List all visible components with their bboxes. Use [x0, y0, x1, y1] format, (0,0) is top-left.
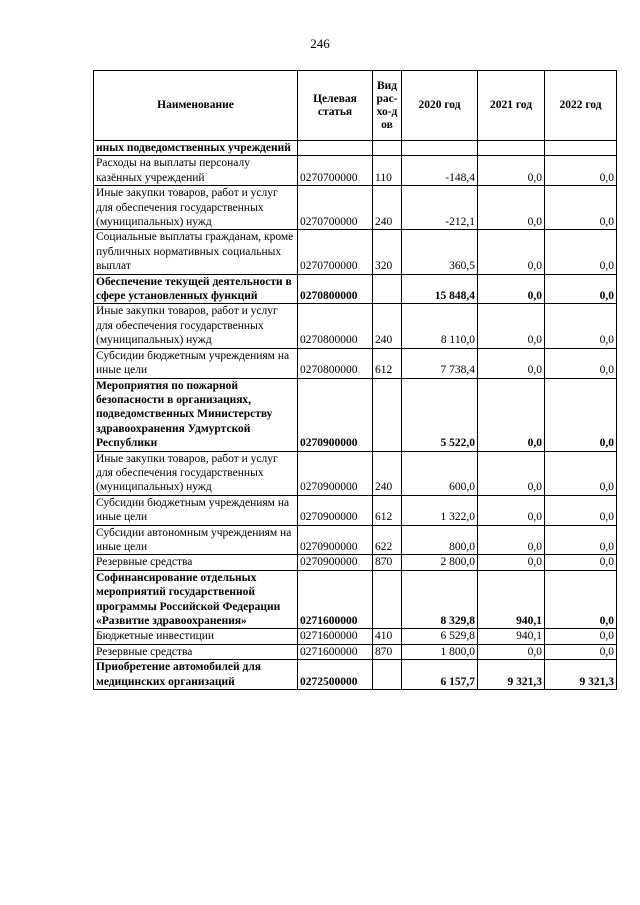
- table-row: [94, 525, 617, 555]
- row-expense-type: [373, 141, 402, 156]
- header-target-article: Целевая статья: [298, 71, 373, 141]
- row-name: Субсидии автономным учреждениям на иные цели: [94, 525, 298, 555]
- row-target-article: 0270800000: [298, 274, 373, 304]
- row-value-2022: 0,0: [545, 495, 617, 525]
- row-name: Приобретение автомобилей для медицинских организаций: [94, 660, 298, 690]
- row-name: Мероприятия по пожарной безопасности в организациях, подведомственных Министерству здравоохранения Удмуртской Республики: [94, 378, 298, 451]
- row-name: Иные закупки товаров, работ и услуг для обеспечения государственных (муниципальных) нужд: [94, 304, 298, 348]
- row-name: Резервные средства: [94, 644, 298, 659]
- row-value-2020: -212,1: [402, 186, 478, 230]
- row-expense-type: 612: [373, 348, 402, 378]
- row-expense-type: 870: [373, 555, 402, 570]
- row-value-2020: 6 529,8: [402, 629, 478, 644]
- row-target-article: 0272500000: [298, 660, 373, 690]
- row-value-2021: 0,0: [478, 304, 545, 348]
- row-value-2022: 0,0: [545, 348, 617, 378]
- row-value-2021: 0,0: [478, 348, 545, 378]
- row-value-2021: 0,0: [478, 230, 545, 274]
- row-value-2020: [402, 141, 478, 156]
- row-value-2020: 6 157,7: [402, 660, 478, 690]
- header-2022: 2022 год: [545, 71, 617, 141]
- row-value-2021: [478, 141, 545, 156]
- row-value-2022: 0,0: [545, 230, 617, 274]
- budget-table: [93, 70, 617, 690]
- table-row: [94, 451, 617, 495]
- row-value-2022: 0,0: [545, 570, 617, 629]
- table-row: [94, 555, 617, 570]
- row-value-2021: 0,0: [478, 378, 545, 451]
- row-value-2022: 9 321,3: [545, 660, 617, 690]
- row-name: Резервные средства: [94, 555, 298, 570]
- table-row: [94, 141, 617, 156]
- table-row: [94, 644, 617, 659]
- row-target-article: 0271600000: [298, 570, 373, 629]
- row-name: Иные закупки товаров, работ и услуг для обеспечения государственных (муниципальных) нужд: [94, 186, 298, 230]
- row-value-2022: 0,0: [545, 525, 617, 555]
- table-row: [94, 304, 617, 348]
- table-body: [94, 141, 617, 690]
- row-expense-type: [373, 660, 402, 690]
- row-expense-type: 240: [373, 451, 402, 495]
- row-target-article: 0270900000: [298, 378, 373, 451]
- row-name: Расходы на выплаты персоналу казённых учреждений: [94, 156, 298, 186]
- row-target-article: 0270900000: [298, 555, 373, 570]
- page-number: 246: [310, 36, 330, 51]
- table-row: [94, 156, 617, 186]
- row-value-2022: 0,0: [545, 555, 617, 570]
- row-value-2021: 940,1: [478, 570, 545, 629]
- row-value-2020: -148,4: [402, 156, 478, 186]
- table-row: [94, 186, 617, 230]
- row-target-article: 0271600000: [298, 629, 373, 644]
- row-value-2022: [545, 141, 617, 156]
- row-name: Субсидии бюджетным учреждениям на иные цели: [94, 348, 298, 378]
- table-row: [94, 570, 617, 629]
- row-value-2022: 0,0: [545, 156, 617, 186]
- row-target-article: 0270900000: [298, 495, 373, 525]
- row-value-2022: 0,0: [545, 378, 617, 451]
- table-row: [94, 629, 617, 644]
- table-row: [94, 378, 617, 451]
- row-value-2021: 9 321,3: [478, 660, 545, 690]
- row-value-2021: 0,0: [478, 495, 545, 525]
- table-row: [94, 274, 617, 304]
- row-value-2022: 0,0: [545, 274, 617, 304]
- row-expense-type: [373, 570, 402, 629]
- row-value-2021: 0,0: [478, 186, 545, 230]
- row-value-2021: 0,0: [478, 555, 545, 570]
- row-value-2020: 360,5: [402, 230, 478, 274]
- row-value-2020: 7 738,4: [402, 348, 478, 378]
- table-row: [94, 348, 617, 378]
- row-value-2022: 0,0: [545, 304, 617, 348]
- row-name: Обеспечение текущей деятельности в сфере установленных функций: [94, 274, 298, 304]
- row-value-2020: 15 848,4: [402, 274, 478, 304]
- row-value-2022: 0,0: [545, 629, 617, 644]
- header-2020: 2020 год: [402, 71, 478, 141]
- row-target-article: 0270700000: [298, 156, 373, 186]
- row-expense-type: 110: [373, 156, 402, 186]
- row-value-2020: 8 329,8: [402, 570, 478, 629]
- row-target-article: [298, 141, 373, 156]
- row-value-2022: 0,0: [545, 644, 617, 659]
- row-value-2020: 600,0: [402, 451, 478, 495]
- row-value-2021: 940,1: [478, 629, 545, 644]
- row-value-2021: 0,0: [478, 451, 545, 495]
- row-expense-type: 240: [373, 304, 402, 348]
- row-target-article: 0270900000: [298, 525, 373, 555]
- row-value-2020: 1 322,0: [402, 495, 478, 525]
- table-row: [94, 230, 617, 274]
- row-expense-type: 320: [373, 230, 402, 274]
- row-name: Субсидии бюджетным учреждениям на иные цели: [94, 495, 298, 525]
- table-header-row: [94, 71, 617, 141]
- row-expense-type: [373, 274, 402, 304]
- table-row: [94, 495, 617, 525]
- row-value-2020: 800,0: [402, 525, 478, 555]
- row-value-2021: 0,0: [478, 525, 545, 555]
- table-row: [94, 660, 617, 690]
- row-value-2020: 5 522,0: [402, 378, 478, 451]
- row-expense-type: 622: [373, 525, 402, 555]
- row-name: Социальные выплаты гражданам, кроме публичных нормативных социальных выплат: [94, 230, 298, 274]
- row-expense-type: 410: [373, 629, 402, 644]
- row-name: иных подведомственных учреждений: [94, 141, 298, 156]
- row-expense-type: [373, 378, 402, 451]
- row-name: Бюджетные инвестиции: [94, 629, 298, 644]
- row-target-article: 0270700000: [298, 230, 373, 274]
- row-value-2021: 0,0: [478, 274, 545, 304]
- row-expense-type: 240: [373, 186, 402, 230]
- row-target-article: 0270700000: [298, 186, 373, 230]
- row-target-article: 0270800000: [298, 304, 373, 348]
- row-value-2020: 2 800,0: [402, 555, 478, 570]
- row-name: Иные закупки товаров, работ и услуг для обеспечения государственных (муниципальных) нужд: [94, 451, 298, 495]
- row-name: Софинансирование отдельных мероприятий государственной программы Российской Федерации «Развитие здравоохранения»: [94, 570, 298, 629]
- row-target-article: 0270900000: [298, 451, 373, 495]
- row-value-2021: 0,0: [478, 644, 545, 659]
- row-target-article: 0270800000: [298, 348, 373, 378]
- row-expense-type: 612: [373, 495, 402, 525]
- row-value-2022: 0,0: [545, 186, 617, 230]
- header-name: Наименование: [94, 71, 298, 141]
- row-value-2022: 0,0: [545, 451, 617, 495]
- row-value-2020: 8 110,0: [402, 304, 478, 348]
- row-value-2021: 0,0: [478, 156, 545, 186]
- row-target-article: 0271600000: [298, 644, 373, 659]
- row-value-2020: 1 800,0: [402, 644, 478, 659]
- row-expense-type: 870: [373, 644, 402, 659]
- header-expense-type: Вид рас-хо-дов: [373, 71, 402, 141]
- header-2021: 2021 год: [478, 71, 545, 141]
